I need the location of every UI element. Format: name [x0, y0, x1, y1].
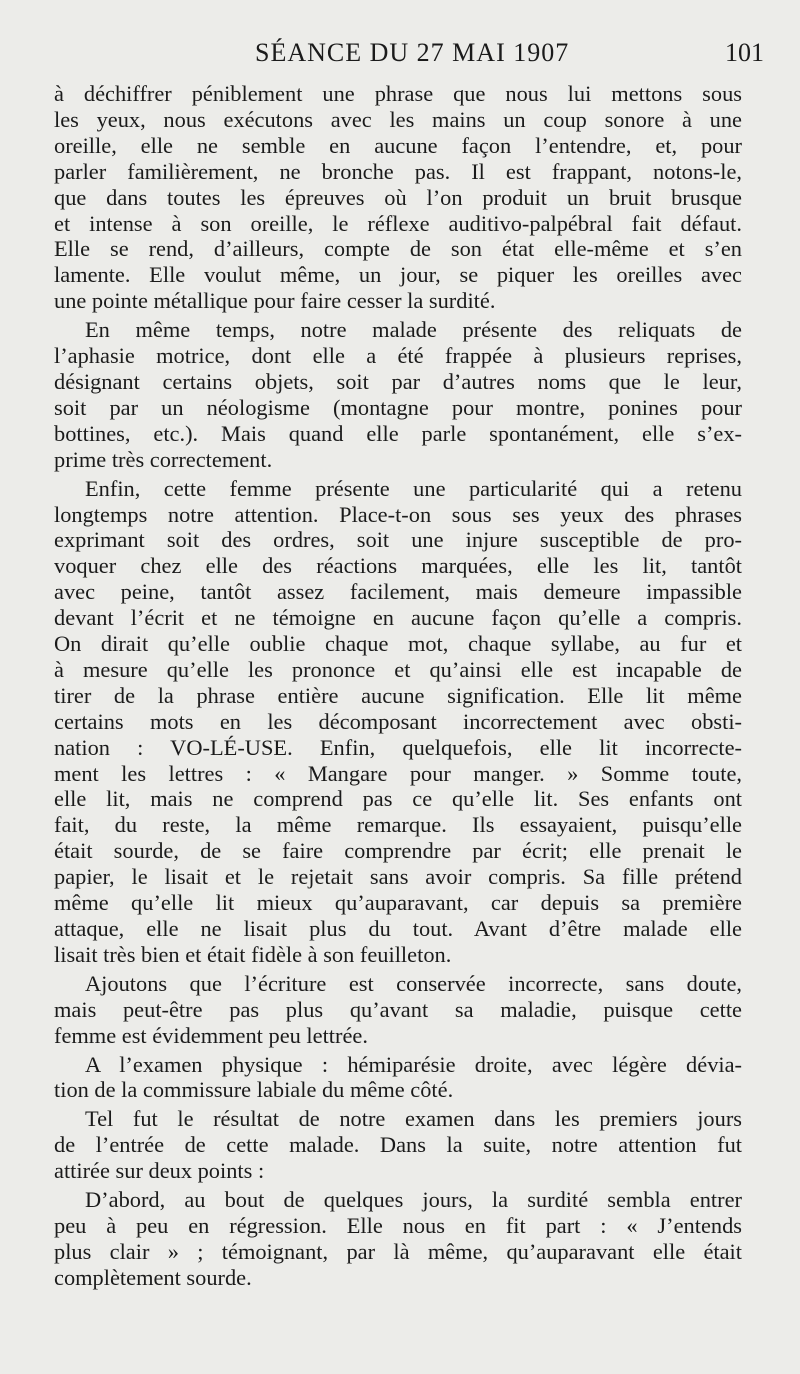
text-line: les yeux, nous exécutons avec les mains un coup sonore à une: [54, 106, 742, 132]
text-line: femme est évidemment peu lettrée.: [54, 1022, 368, 1048]
text-line: bottines, etc.). Mais quand elle parle spontanément, elle s’ex-: [54, 420, 742, 446]
text-line: et intense à son oreille, le réflexe auditivo-palpébral fait défaut.: [54, 210, 742, 236]
text-line: à déchiffrer péniblement une phrase que nous lui mettons sous: [54, 81, 742, 106]
text-line: Tel fut le résultat de notre examen dans les premiers jours: [85, 1106, 742, 1132]
text-line: certains mots en les décomposant incorrectement avec obsti-: [54, 708, 742, 734]
text-line: Ajoutons que l’écriture est conservée incorrecte, sans doute,: [85, 970, 742, 996]
text-line: de l’entrée de cette malade. Dans la suite, notre attention fut: [54, 1132, 742, 1158]
text-line: voquer chez elle des réactions marquées, elle les lit, tantôt: [54, 553, 742, 579]
text-line: que dans toutes les épreuves où l’on produit un bruit brusque: [54, 184, 742, 210]
page-number: 101: [725, 38, 764, 67]
text-line: nation : VO-LÉ-USE. Enfin, quelquefois, elle lit incorrecte-: [54, 734, 742, 760]
text-line: mais peut-être pas plus qu’avant sa maladie, puisque cette: [54, 996, 742, 1022]
text-line: oreille, elle ne semble en aucune façon l’entendre, et, pour: [54, 132, 742, 158]
text-line: A l’examen physique : hémiparésie droite, avec légère dévia-: [85, 1051, 742, 1077]
text-line: même qu’elle lit mieux qu’auparavant, car depuis sa première: [54, 890, 742, 916]
text-line: soit par un néologisme (montagne pour montre, ponines pour: [54, 394, 742, 420]
text-line: En même temps, notre malade présente des reliquats de: [85, 317, 742, 343]
text-line: elle lit, mais ne comprend pas ce qu’elle lit. Ses enfants ont: [54, 786, 742, 812]
text-line: tion de la commissure labiale du même côté.: [54, 1077, 454, 1103]
running-head: [0, 38, 800, 72]
running-head-title: SÉANCE DU 27 MAI 1907: [255, 38, 570, 67]
text-line: complètement sourde.: [54, 1264, 252, 1290]
text-line: l’aphasie motrice, dont elle a été frappée à plusieurs reprises,: [54, 343, 742, 369]
text-line: lisait très bien et était fidèle à son feuilleton.: [54, 941, 452, 967]
text-line: ment les lettres : « Mangare pour manger. » Somme toute,: [54, 760, 742, 786]
text-line: Elle se rend, d’ailleurs, compte de son état elle-même et s’en: [54, 236, 742, 262]
text-line: longtemps notre attention. Place-t-on sous ses yeux des phrases: [54, 501, 742, 527]
text-line: attirée sur deux points :: [54, 1158, 265, 1184]
text-line: papier, le lisait et le rejetait sans avoir compris. Sa fille prétend: [54, 864, 742, 890]
text-line: exprimant soit des ordres, soit une injure susceptible de pro-: [54, 527, 742, 553]
text-line: à mesure qu’elle les prononce et qu’ainsi elle est incapable de: [54, 656, 742, 682]
text-line: devant l’écrit et ne témoigne en aucune façon qu’elle a compris.: [54, 605, 742, 631]
text-line: désignant certains objets, soit par d’autres noms que le leur,: [54, 368, 742, 394]
body-text: [54, 81, 742, 1291]
text-line: peu à peu en régression. Elle nous en fit part : « J’entends: [54, 1212, 742, 1238]
text-line: prime très correctement.: [54, 446, 273, 472]
text-line: avec peine, tantôt assez facilement, mais demeure impassible: [54, 579, 742, 605]
text-line: parler familièrement, ne bronche pas. Il est frappant, notons-le,: [54, 158, 742, 184]
text-line: lamente. Elle voulut même, un jour, se piquer les oreilles avec: [54, 262, 742, 288]
text-line: D’abord, au bout de quelques jours, la surdité sembla entrer: [85, 1187, 742, 1213]
text-line: Enfin, cette femme présente une particularité qui a retenu: [85, 475, 742, 501]
text-line: était sourde, de se faire comprendre par écrit; elle prenait le: [54, 838, 742, 864]
text-line: plus clair » ; témoignant, par là même, qu’auparavant elle était: [54, 1238, 742, 1264]
text-line: une pointe métallique pour faire cesser la surdité.: [54, 288, 496, 314]
text-line: attaque, elle ne lisait plus du tout. Avant d’être malade elle: [54, 916, 742, 941]
text-line: tirer de la phrase entière aucune signification. Elle lit même: [54, 682, 742, 708]
text-line: fait, du reste, la même remarque. Ils essayaient, puisqu’elle: [54, 812, 742, 838]
text-line: On dirait qu’elle oublie chaque mot, chaque syllabe, au fur et: [54, 631, 742, 657]
